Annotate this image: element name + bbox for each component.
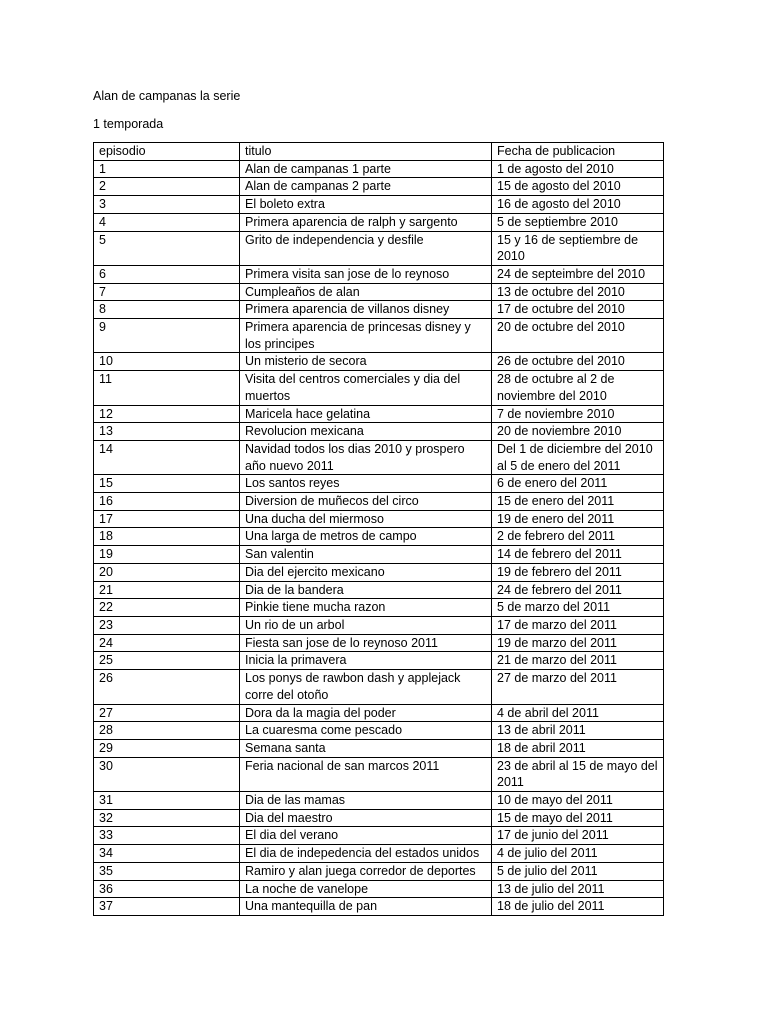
episode-title-cell: Maricela hace gelatina — [240, 405, 492, 423]
release-date-cell: 4 de julio del 2011 — [492, 845, 664, 863]
table-row — [94, 178, 664, 196]
episode-title-cell: La noche de vanelope — [240, 880, 492, 898]
table-row — [94, 528, 664, 546]
episode-title-cell: Dora da la magia del poder — [240, 704, 492, 722]
episode-number-cell: 24 — [94, 634, 240, 652]
table-row — [94, 739, 664, 757]
episode-number-cell: 19 — [94, 546, 240, 564]
episode-number-cell: 10 — [94, 353, 240, 371]
episode-number-cell: 2 — [94, 178, 240, 196]
episode-number-cell: 21 — [94, 581, 240, 599]
episode-number-cell: 32 — [94, 809, 240, 827]
episode-number-cell: 28 — [94, 722, 240, 740]
episode-number-cell: 27 — [94, 704, 240, 722]
table-row — [94, 581, 664, 599]
episode-number-cell: 22 — [94, 599, 240, 617]
episode-number-cell: 29 — [94, 739, 240, 757]
table-row — [94, 493, 664, 511]
table-row — [94, 898, 664, 916]
table-row — [94, 546, 664, 564]
episode-number-cell: 31 — [94, 792, 240, 810]
episode-number-cell: 35 — [94, 862, 240, 880]
release-date-cell: 17 de marzo del 2011 — [492, 616, 664, 634]
release-date-cell: 10 de mayo del 2011 — [492, 792, 664, 810]
release-date-cell: 21 de marzo del 2011 — [492, 652, 664, 670]
table-row — [94, 670, 664, 704]
episode-number-cell: 33 — [94, 827, 240, 845]
release-date-cell: 15 de mayo del 2011 — [492, 809, 664, 827]
episode-title-cell: Inicia la primavera — [240, 652, 492, 670]
episode-title-cell: Ramiro y alan juega corredor de deportes — [240, 862, 492, 880]
release-date-cell: 18 de julio del 2011 — [492, 898, 664, 916]
episode-title-cell: Grito de independencia y desfile — [240, 231, 492, 265]
episode-title-cell: Visita del centros comerciales y dia del muertos — [240, 371, 492, 405]
episode-number-cell: 34 — [94, 845, 240, 863]
header-release-date: Fecha de publicacion — [492, 143, 664, 161]
table-row — [94, 652, 664, 670]
release-date-cell: 23 de abril al 15 de mayo del 2011 — [492, 757, 664, 791]
release-date-cell: 5 de marzo del 2011 — [492, 599, 664, 617]
episode-title-cell: Fiesta san jose de lo reynoso 2011 — [240, 634, 492, 652]
release-date-cell: 20 de octubre del 2010 — [492, 319, 664, 353]
release-date-cell: 17 de octubre del 2010 — [492, 301, 664, 319]
table-row — [94, 722, 664, 740]
episode-number-cell: 20 — [94, 563, 240, 581]
episode-number-cell: 5 — [94, 231, 240, 265]
table-row — [94, 880, 664, 898]
episode-number-cell: 14 — [94, 440, 240, 474]
episode-title-cell: Una larga de metros de campo — [240, 528, 492, 546]
episode-title-cell: Revolucion mexicana — [240, 423, 492, 441]
release-date-cell: 15 de enero del 2011 — [492, 493, 664, 511]
table-row — [94, 265, 664, 283]
table-row — [94, 845, 664, 863]
episode-title-cell: Pinkie tiene mucha razon — [240, 599, 492, 617]
release-date-cell: 5 de julio del 2011 — [492, 862, 664, 880]
episode-title-cell: Diversion de muñecos del circo — [240, 493, 492, 511]
release-date-cell: 26 de octubre del 2010 — [492, 353, 664, 371]
episode-title-cell: Feria nacional de san marcos 2011 — [240, 757, 492, 791]
episode-number-cell: 15 — [94, 475, 240, 493]
release-date-cell: 14 de febrero del 2011 — [492, 546, 664, 564]
episode-title-cell: Primera visita san jose de lo reynoso — [240, 265, 492, 283]
release-date-cell: 1 de agosto del 2010 — [492, 160, 664, 178]
release-date-cell: 15 y 16 de septiembre de 2010 — [492, 231, 664, 265]
table-body — [94, 160, 664, 915]
episode-title-cell: El boleto extra — [240, 196, 492, 214]
episode-title-cell: Los ponys de rawbon dash y applejack corre del otoño — [240, 670, 492, 704]
episode-title-cell: Alan de campanas 2 parte — [240, 178, 492, 196]
release-date-cell: Del 1 de diciembre del 2010 al 5 de enero del 2011 — [492, 440, 664, 474]
table-row — [94, 440, 664, 474]
episode-number-cell: 26 — [94, 670, 240, 704]
table-row — [94, 510, 664, 528]
episode-title-cell: Navidad todos los dias 2010 y prospero año nuevo 2011 — [240, 440, 492, 474]
table-row — [94, 792, 664, 810]
release-date-cell: 13 de abril 2011 — [492, 722, 664, 740]
episode-title-cell: Un misterio de secora — [240, 353, 492, 371]
table-row — [94, 475, 664, 493]
release-date-cell: 18 de abril 2011 — [492, 739, 664, 757]
table-row — [94, 862, 664, 880]
release-date-cell: 20 de noviembre 2010 — [492, 423, 664, 441]
episode-number-cell: 30 — [94, 757, 240, 791]
episode-title-cell: Una ducha del miermoso — [240, 510, 492, 528]
release-date-cell: 19 de febrero del 2011 — [492, 563, 664, 581]
table-row — [94, 704, 664, 722]
table-row — [94, 213, 664, 231]
table-header-row — [94, 143, 664, 161]
release-date-cell: 19 de marzo del 2011 — [492, 634, 664, 652]
episode-title-cell: La cuaresma come pescado — [240, 722, 492, 740]
episode-number-cell: 8 — [94, 301, 240, 319]
episode-title-cell: Alan de campanas 1 parte — [240, 160, 492, 178]
episode-number-cell: 4 — [94, 213, 240, 231]
episode-number-cell: 16 — [94, 493, 240, 511]
episode-title-cell: Los santos reyes — [240, 475, 492, 493]
table-row — [94, 634, 664, 652]
episode-title-cell: El dia del verano — [240, 827, 492, 845]
table-row — [94, 757, 664, 791]
episode-title-cell: San valentin — [240, 546, 492, 564]
release-date-cell: 4 de abril del 2011 — [492, 704, 664, 722]
episode-number-cell: 7 — [94, 283, 240, 301]
episode-title-cell: Primera aparencia de ralph y sargento — [240, 213, 492, 231]
episode-title-cell: Dia del ejercito mexicano — [240, 563, 492, 581]
episode-number-cell: 3 — [94, 196, 240, 214]
release-date-cell: 17 de junio del 2011 — [492, 827, 664, 845]
table-row — [94, 563, 664, 581]
episode-number-cell: 25 — [94, 652, 240, 670]
episode-number-cell: 18 — [94, 528, 240, 546]
episode-number-cell: 37 — [94, 898, 240, 916]
release-date-cell: 27 de marzo del 2011 — [492, 670, 664, 704]
episode-title-cell: Semana santa — [240, 739, 492, 757]
table-row — [94, 371, 664, 405]
release-date-cell: 7 de noviembre 2010 — [492, 405, 664, 423]
release-date-cell: 13 de julio del 2011 — [492, 880, 664, 898]
table-row — [94, 283, 664, 301]
episode-title-cell: Primera aparencia de villanos disney — [240, 301, 492, 319]
table-row — [94, 616, 664, 634]
episode-title-cell: Dia del maestro — [240, 809, 492, 827]
episode-number-cell: 11 — [94, 371, 240, 405]
episode-number-cell: 12 — [94, 405, 240, 423]
table-row — [94, 405, 664, 423]
release-date-cell: 24 de febrero del 2011 — [492, 581, 664, 599]
table-row — [94, 160, 664, 178]
table-row — [94, 599, 664, 617]
episode-number-cell: 6 — [94, 265, 240, 283]
episode-title-cell: Un rio de un arbol — [240, 616, 492, 634]
header-title: titulo — [240, 143, 492, 161]
release-date-cell: 6 de enero del 2011 — [492, 475, 664, 493]
table-row — [94, 231, 664, 265]
episode-number-cell: 36 — [94, 880, 240, 898]
release-date-cell: 19 de enero del 2011 — [492, 510, 664, 528]
episode-title-cell: Dia de la bandera — [240, 581, 492, 599]
episode-title-cell: Primera aparencia de princesas disney y los principes — [240, 319, 492, 353]
table-row — [94, 319, 664, 353]
season-label: 1 temporada — [93, 117, 164, 131]
release-date-cell: 28 de octubre al 2 de noviembre del 2010 — [492, 371, 664, 405]
table-row — [94, 353, 664, 371]
episode-number-cell: 13 — [94, 423, 240, 441]
table-row — [94, 196, 664, 214]
header-episode: episodio — [94, 143, 240, 161]
release-date-cell: 5 de septiembre 2010 — [492, 213, 664, 231]
episode-title-cell: El dia de indepedencia del estados unidos — [240, 845, 492, 863]
release-date-cell: 16 de agosto del 2010 — [492, 196, 664, 214]
release-date-cell: 15 de agosto del 2010 — [492, 178, 664, 196]
episode-title-cell: Dia de las mamas — [240, 792, 492, 810]
release-date-cell: 2 de febrero del 2011 — [492, 528, 664, 546]
episode-number-cell: 9 — [94, 319, 240, 353]
release-date-cell: 24 de septeimbre del 2010 — [492, 265, 664, 283]
document-title: Alan de campanas la serie — [93, 89, 241, 103]
table-row — [94, 423, 664, 441]
episode-number-cell: 17 — [94, 510, 240, 528]
episode-number-cell: 1 — [94, 160, 240, 178]
episode-number-cell: 23 — [94, 616, 240, 634]
episode-title-cell: Una mantequilla de pan — [240, 898, 492, 916]
episode-title-cell: Cumpleaños de alan — [240, 283, 492, 301]
table-row — [94, 809, 664, 827]
table-row — [94, 301, 664, 319]
episodes-table — [93, 142, 664, 916]
release-date-cell: 13 de octubre del 2010 — [492, 283, 664, 301]
table-row — [94, 827, 664, 845]
